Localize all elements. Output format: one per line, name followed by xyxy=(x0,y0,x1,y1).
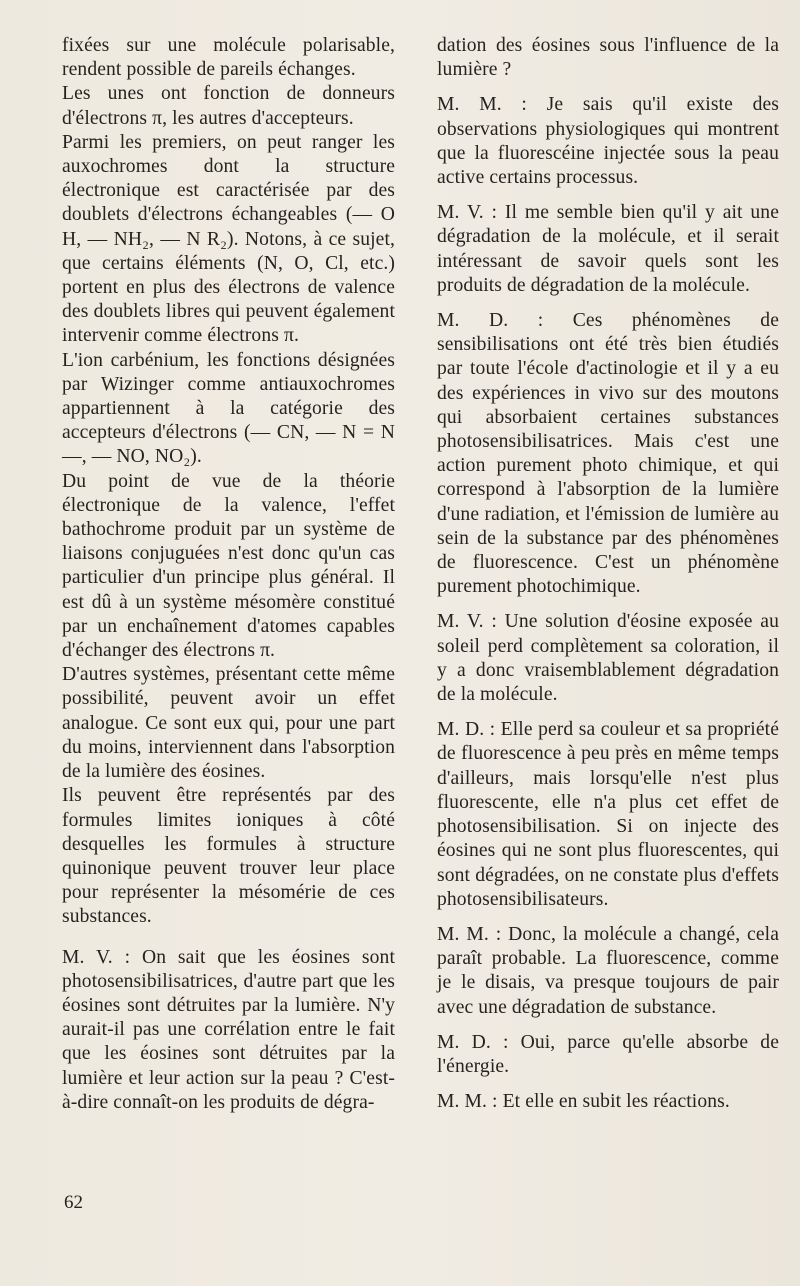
dialogue-paragraph: M. D. : Oui, parce qu'elle absorbe de l'énergie. xyxy=(437,1031,779,1077)
dialogue-paragraph: M. V. : On sait que les éosines sont photosensibilisatrices, d'autre part que les éosines sont détruites par la lumière. N'y aurait-il pas une corrélation entre le fait que les éosines sont détruites par la lumière et leur action sur la peau ? C'est-à-dire connaît-on les produits de dégra- xyxy=(62,946,395,1113)
dialogue-paragraph: M. M. : Donc, la molécule a changé, cela paraît probable. La fluorescence, comme je le disais, va presque toujours de pair avec une dégradation de substance. xyxy=(437,923,779,1018)
paragraph: fixées sur une molécule polarisable, rendent possible de pareils échanges. xyxy=(62,35,395,81)
paragraph: dation des éosines sous l'influence de la lumière ? xyxy=(437,35,779,81)
dialogue-paragraph: M. M. : Je sais qu'il existe des observations physiologiques qui montrent que la fluorescéine injectée sous la peau active certains processus. xyxy=(437,94,779,189)
paragraph: Parmi les premiers, on peut ranger les auxochromes dont la structure électronique est caractérisée par des doublets d'électrons échangeables (— O H, — NH₂, — N R₂). Notons, à ce sujet, que certains éléments (N, O, Cl, etc.) portent en plus des électrons de valence des doublets libres qui peuvent également intervenir comme électrons π. xyxy=(62,131,395,347)
paragraph: Ils peuvent être représentés par des formules limites ioniques à côté desquelles les formules à structure quinonique peuvent trouver leur place pour représenter la mésomérie de ces substances. xyxy=(62,785,395,928)
right-column xyxy=(437,34,779,1125)
dialogue-paragraph: M. V. : Il me semble bien qu'il y ait une dégradation de la molécule, et il serait intéressant de savoir quels sont les produits de dégradation de la molécule. xyxy=(437,202,779,296)
page-number: 62 xyxy=(64,1192,83,1213)
dialogue-paragraph: M. D. : Elle perd sa couleur et sa propriété de fluorescence à peu près en même temps d'ailleurs, mais lorsqu'elle n'est plus fluorescente, elle n'a plus cet effet de photosensibilisation. Si on injecte des éosines qui ne sont plus fluorescentes, qui sont dégradées, on ne constate plus d'effets photosensibilisateurs. xyxy=(437,719,779,910)
left-column xyxy=(62,34,395,1123)
dialogue-paragraph: M. V. : Une solution d'éosine exposée au soleil perd complètement sa coloration, il y a donc vraisemblablement dégradation de la molécule. xyxy=(437,611,779,706)
paragraph: Du point de vue de la théorie électronique de la valence, l'effet bathochrome produit par un système de liaisons conjuguées n'est donc qu'un cas particulier d'un principe plus général. Il est dû à un système mésomère constitué par un enchaînement d'atomes capables d'échanger des électrons π. xyxy=(62,470,395,662)
dialogue-paragraph: M. D. : Ces phénomènes de sensibilisations ont été très bien étudiés par toute l'école d'actinologie et il y a eu des expériences in vivo sur des moutons qui absorbaient certaines substances photosensibilisatrices. Mais c'est une action purement photo chimique, et qui correspond à l'absorption de la lumière d'une radiation, et l'émission de lumière au sein de la substance par des phénomènes de fluorescence. C'est un phénomène purement photochimique. xyxy=(437,310,779,598)
paragraph: L'ion carbénium, les fonctions désignées par Wizinger comme antiauxochromes appartiennent à la catégorie des accepteurs d'électrons (— CN, — N = N —, — NO, NO₂). xyxy=(62,349,395,468)
paragraph: D'autres systèmes, présentant cette même possibilité, peuvent avoir un effet analogue. Ce sont eux qui, pour une part du moins, interviennent dans l'absorption de la lumière des éosines. xyxy=(62,664,395,783)
paragraph: Les unes ont fonction de donneurs d'électrons π, les autres d'accepteurs. xyxy=(62,83,395,129)
dialogue-paragraph: M. M. : Et elle en subit les réactions. xyxy=(437,1091,730,1113)
